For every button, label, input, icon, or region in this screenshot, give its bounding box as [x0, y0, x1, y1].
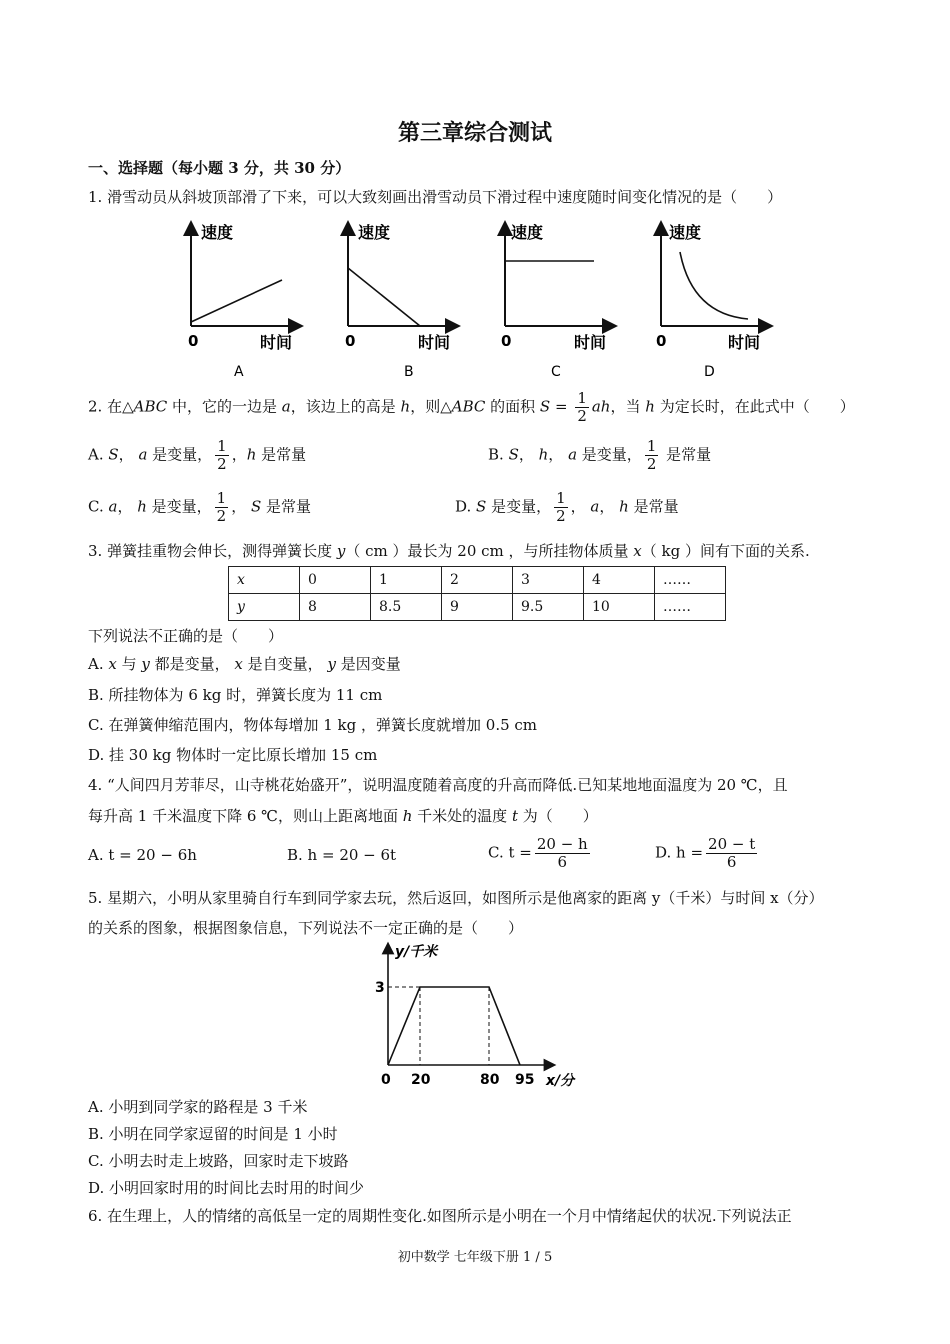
question-2-option-c: C. a， h 是变量， $\frac{1}{2}$ ， S 是常量	[88, 489, 312, 525]
graph-d-ylabel: 速度	[669, 223, 702, 242]
graph-d-xlabel: 时间	[728, 333, 761, 352]
question-2-option-d: D. S 是变量， $\frac{1}{2}$ ， a， h 是常量	[455, 489, 679, 525]
graph-x-tick: 0	[381, 1072, 391, 1088]
question-3-option-d: D. 挂 30 kg 物体时一定比原长增加 15 cm	[88, 746, 378, 764]
question-3-text: 3. 弹簧挂重物会伸长，测得弹簧长度 y（ cm ）最长为 20 cm ，与所挂物体质量 x（ kg ）间有下面的关系.	[88, 542, 810, 560]
graph-b-xlabel: 时间	[418, 333, 451, 352]
option-a-label: A	[234, 364, 244, 380]
graph-a-origin: 0	[188, 332, 199, 350]
question-4-line-2: 每升高 1 千米温度下降 6 ℃，则山上距离地面 h 千米处的温度 t 为（ ）	[88, 807, 598, 825]
question-4-option-d: D. h = $\frac{20 - t}{6}$	[655, 835, 756, 871]
graph-x-tick: 20	[411, 1072, 431, 1088]
table-cell: ……	[655, 594, 726, 621]
table-cell: x	[229, 567, 300, 594]
question-3-option-c: C. 在弹簧伸缩范围内，物体每增加 1 kg ，弹簧长度就增加 0.5 cm	[88, 716, 538, 734]
graph-b-ylabel: 速度	[358, 223, 391, 242]
question-2-option-a: A. S， a 是变量， $\frac{1}{2}$ ，h 是常量	[88, 437, 307, 473]
graph-d	[656, 223, 766, 380]
graph-a	[188, 223, 296, 380]
section-heading: 一、选择题（每小题 3 分，共 30 分）	[88, 159, 351, 177]
graph-a-ylabel: 速度	[201, 223, 234, 242]
question-5-line-2: 的关系的图象，根据图象信息，下列说法不一定正确的是（ ）	[88, 919, 524, 937]
graph-x-tick: 80	[480, 1072, 500, 1088]
option-b-label: B	[404, 364, 414, 380]
graph-a-xlabel: 时间	[260, 333, 293, 352]
question-2-text: 2. 在△ABC 中，它的一边是 a，该边上的高是 h，则△ABC 的面积 S = $\frac{1}{2}$ ah，当 h 为定长时，在此式中（ ）	[88, 389, 855, 425]
question-3-table	[228, 566, 726, 621]
graph-x-axis-label: x/分	[546, 1073, 575, 1089]
table-cell: 1	[371, 567, 442, 594]
graph-c-ylabel: 速度	[511, 223, 544, 242]
question-2-option-b: B. S， h， a 是变量， $\frac{1}{2}$ 是常量	[488, 437, 712, 473]
question-3-prompt: 下列说法不正确的是（ ）	[88, 627, 284, 645]
option-c-label: C	[551, 364, 561, 380]
question-5-line-1: 5. 星期六，小明从家里骑自行车到同学家去玩，然后返回，如图所示是他离家的距离 y（千米）与时间 x（分）	[88, 889, 824, 907]
table-cell: y	[229, 594, 300, 621]
page-footer: 初中数学 七年级下册 1 / 5	[397, 1250, 553, 1265]
question-3-option-b: B. 所挂物体为 6 kg 时，弹簧长度为 11 cm	[88, 686, 383, 704]
question-5-option-a: A. 小明到同学家的路程是 3 千米	[88, 1098, 308, 1116]
graph-d-origin: 0	[656, 332, 667, 350]
graph-y-axis-label: y/千米	[395, 944, 438, 960]
question-1-graphs	[170, 218, 790, 384]
table-row	[229, 594, 726, 621]
graph-c-origin: 0	[501, 332, 512, 350]
question-1-text: 1. 滑雪动员从斜坡顶部滑了下来，可以大致刻画出滑雪动员下滑过程中速度随时间变化情况的是（ ）	[88, 188, 783, 206]
graph-x-tick: 95	[515, 1072, 535, 1088]
question-6-line-1: 6. 在生理上，人的情绪的高低呈一定的周期性变化.如图所示是小明在一个月中情绪起伏的状况.下列说法正	[88, 1207, 792, 1225]
table-row	[229, 567, 726, 594]
option-d-label: D	[704, 364, 715, 380]
table-cell: 8.5	[371, 594, 442, 621]
table-cell: 9	[442, 594, 513, 621]
graph-y-tick: 3	[375, 980, 385, 996]
fraction-half: $\frac{1}{2}$	[577, 389, 587, 425]
graph-c	[501, 223, 610, 380]
graph-c-xlabel: 时间	[574, 333, 607, 352]
graph-b	[345, 223, 453, 380]
question-5-option-b: B. 小明在同学家逗留的时间是 1 小时	[88, 1125, 338, 1143]
page-title: 第三章综合测试	[397, 120, 552, 146]
question-4-line-1: 4. “人间四月芳菲尽，山寺桃花始盛开”，说明温度随着高度的升高而降低.已知某地地面温度为 20 ℃，且	[88, 776, 788, 794]
question-4-option-b: B. h = 20 − 6t	[287, 846, 397, 864]
table-cell: 3	[513, 567, 584, 594]
table-cell: 9.5	[513, 594, 584, 621]
question-4-option-c: C. t = $\frac{20 - h}{6}$	[488, 835, 588, 871]
question-5-graph	[362, 938, 592, 1090]
graph-b-origin: 0	[345, 332, 356, 350]
table-cell: 10	[584, 594, 655, 621]
table-cell: 4	[584, 567, 655, 594]
question-5-option-d: D. 小明回家时用的时间比去时用的时间少	[88, 1179, 365, 1197]
question-5-option-c: C. 小明去时走上坡路，回家时走下坡路	[88, 1152, 349, 1170]
table-cell: ……	[655, 567, 726, 594]
table-cell: 2	[442, 567, 513, 594]
table-cell: 0	[300, 567, 371, 594]
question-3-option-a: A. x 与 y 都是变量， x 是自变量， y 是因变量	[88, 655, 401, 673]
question-4-option-a: A. t = 20 − 6h	[88, 846, 197, 864]
table-cell: 8	[300, 594, 371, 621]
